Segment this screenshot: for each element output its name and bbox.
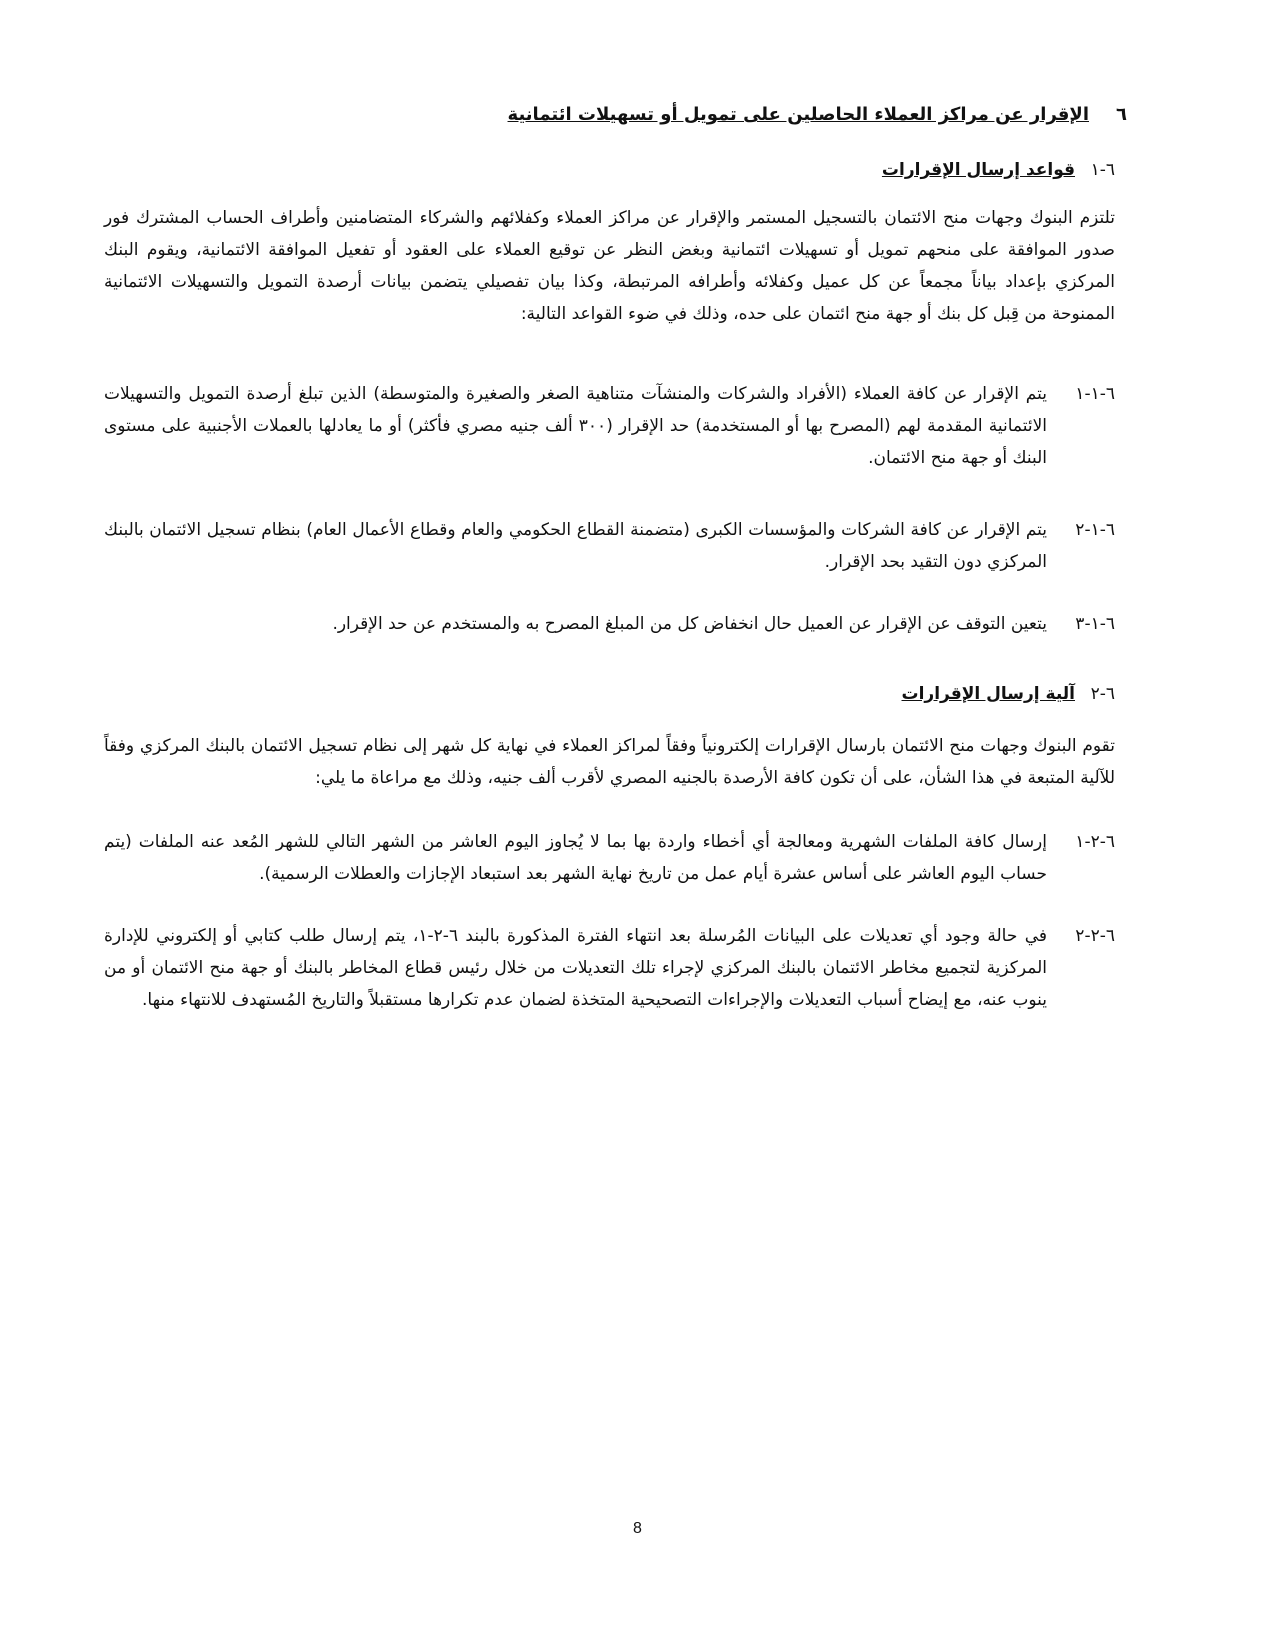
page-number: 8 — [633, 1520, 642, 1537]
item-text: يتعين التوقف عن الإقرار عن العميل حال انخفاض كل من المبلغ المصرح به والمستخدم عن حد الإقرار. — [332, 614, 1047, 634]
item-text: يتم الإقرار عن كافة الشركات والمؤسسات الكبرى (متضمنة القطاع الحكومي والعام وقطاع الأعمال العام) بنظام تسجيل الائتمان بالبنك المركزي دون التقيد بحد الإقرار. — [104, 520, 1047, 572]
section-title: الإقرار عن مراكز العملاء الحاصلين على تمويل أو تسهيلات ائتمانية — [507, 104, 1089, 125]
item-number: ٦-١-١ — [1075, 384, 1115, 404]
section-number: ٦ — [1116, 104, 1127, 125]
list-item — [104, 826, 1115, 890]
item-text: في حالة وجود أي تعديلات على البيانات المُرسلة بعد انتهاء الفترة المذكورة بالبند ٦-٢-١، يتم إرسال طلب كتابي أو إلكتروني للإدارة المركزية لتجميع مخاطر الائتمان بالبنك المركزي لإجراء تلك التعديلات من خلال رئيس قطاع المخاطر بالبنك أو جهة منح الائتمان أو من ينوب عنه، مع إيضاح أسباب التعديلات والإجراءات التصحيحية المتخذة لضمان عدم تكرارها مستقبلاً والتاريخ المُستهدف للانتهاء منها. — [104, 926, 1047, 1010]
item-text: إرسال كافة الملفات الشهرية ومعالجة أي أخطاء واردة بها بما لا يُجاوز اليوم العاشر من الشهر التالي للشهر المُعد عنه الملفات (يتم حساب اليوم العاشر على أساس عشرة أيام عمل من تاريخ نهاية الشهر بعد استبعاد الإجازات والعطلات الرسمية). — [104, 832, 1047, 884]
section-heading — [508, 101, 1127, 129]
list-item — [104, 920, 1115, 1016]
item-number: ٦-٢-٢ — [1075, 926, 1115, 946]
list-item — [104, 378, 1115, 474]
subsection-title: آلية إرسال الإقرارات — [901, 684, 1075, 704]
list-item — [104, 608, 1115, 640]
item-number: ٦-١-٢ — [1075, 520, 1115, 540]
rules-intro-paragraph: تلتزم البنوك وجهات منح الائتمان بالتسجيل المستمر والإقرار عن مراكز العملاء وكفلائهم والشركاء المتضامنين وأطراف الحساب المشترك فور صدور الموافقة على منحهم تمويل أو تسهيلات ائتمانية وبغض النظر عن توقيع العملاء على العقود أو تفعيل الموافقة الائتمانية، ويقوم البنك المركزي بإعداد بياناً مجمعاً عن كل عميل وكفلائه وأطرافه المرتبطة، وكذا بيان تفصيلي يتضمن بيانات أرصدة التمويل والتسهيلات الائتمانية الممنوحة من قِبل كل بنك أو جهة منح ائتمان على حده، وذلك في ضوء القواعد التالية: — [104, 208, 1115, 324]
item-text: يتم الإقرار عن كافة العملاء (الأفراد والشركات والمنشآت متناهية الصغر والصغيرة والمتوسطة) الذين تبلغ أرصدة التمويل والتسهيلات الائتمانية المقدمة لهم (المصرح بها أو المستخدمة) حد الإقرار (٣٠٠ ألف جنيه مصري فأكثر) أو ما يعادلها بالعملات الأجنبية على مستوى البنك أو جهة منح الائتمان. — [104, 384, 1047, 468]
item-number: ٦-١-٣ — [1075, 614, 1115, 634]
mechanism-intro-paragraph: تقوم البنوك وجهات منح الائتمان بارسال الإقرارات إلكترونياً وفقاً لمراكز العملاء في نهاية كل شهر إلى نظام تسجيل الائتمان بالبنك المركزي وفقاً للآلية المتبعة في هذا الشأن، على أن تكون كافة الأرصدة بالجنيه المصري لأقرب ألف جنيه، وذلك مع مراعاة ما يلي: — [104, 736, 1115, 788]
item-number: ٦-٢-١ — [1075, 832, 1115, 852]
subsection-heading-mechanism — [902, 680, 1115, 708]
list-item — [104, 514, 1115, 578]
subsection-number: ٦-٢ — [1090, 684, 1115, 704]
subsection-title: قواعد إرسال الإقرارات — [881, 160, 1075, 180]
subsection-heading-rules — [882, 156, 1115, 184]
subsection-number: ٦-١ — [1090, 160, 1115, 180]
